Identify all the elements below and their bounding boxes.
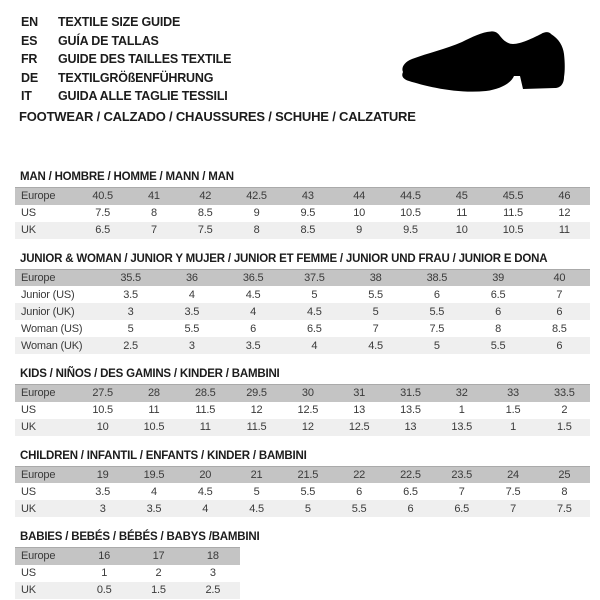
size-value-cell: 5.5 [468, 337, 529, 354]
size-value-cell: 11 [148, 404, 160, 416]
section-title: CHILDREN / INFANTIL / ENFANTS / KINDER / BAMBINI [20, 449, 307, 462]
size-value-cell: 7 [458, 485, 465, 498]
size-value-cell: 30 [282, 385, 333, 402]
size-value-cell: 11.5 [231, 419, 282, 436]
size-value-cell: 8 [231, 222, 282, 239]
size-value-cell: 1 [487, 419, 538, 436]
size-value-cell: 31 [333, 385, 384, 402]
size-value-cell: 9.5 [385, 222, 436, 239]
size-value-cell: 4.5 [231, 500, 282, 517]
size-value-cell: 5 [253, 485, 260, 498]
size-table-kids [15, 384, 590, 436]
size-value-cell: 11 [180, 419, 231, 436]
size-value-cell: 3 [161, 337, 222, 354]
row-label: US [21, 485, 36, 498]
size-value-cell: 13.5 [436, 419, 487, 436]
language-title: GUIDE DES TAILLES TEXTILE [58, 52, 232, 66]
size-value-cell: 2 [155, 567, 162, 579]
size-value-cell: 13 [385, 419, 436, 436]
size-value-cell: 13 [353, 404, 366, 416]
table-row [15, 222, 590, 239]
table-row [15, 269, 590, 286]
size-value-cell: 10.5 [128, 419, 179, 436]
size-value-cell: 8.5 [197, 207, 213, 219]
size-value-cell: 5 [345, 303, 406, 320]
size-value-cell: 29.5 [231, 385, 282, 402]
size-value-cell: 2.5 [100, 337, 161, 354]
row-label: Europe [15, 466, 77, 483]
size-value-cell: 21 [231, 466, 282, 483]
size-value-cell: 5 [406, 337, 467, 354]
table-row [15, 337, 590, 354]
size-table-children [15, 466, 590, 518]
table-row [15, 385, 590, 402]
size-value-cell: 40.5 [77, 188, 128, 205]
size-value-cell: 7.5 [180, 222, 231, 239]
section-kids [15, 368, 590, 436]
section-title: MAN / HOMBRE / HOMME / MANN / MAN [20, 171, 234, 183]
size-value-cell: 17 [131, 548, 185, 565]
table-row [15, 303, 590, 320]
language-code: DE [21, 70, 38, 85]
size-value-cell: 5 [127, 322, 134, 335]
size-value-cell: 10.5 [487, 222, 538, 239]
size-value-cell: 40 [529, 269, 590, 286]
size-value-cell: 3.5 [95, 485, 110, 498]
row-label: US [21, 567, 36, 579]
size-value-cell: 4.5 [345, 337, 406, 354]
size-value-cell: 6.5 [490, 288, 506, 301]
size-value-cell: 5.5 [184, 322, 200, 335]
size-value-cell: 38 [345, 269, 406, 286]
size-value-cell: 5.5 [333, 500, 384, 517]
size-value-cell: 4 [223, 303, 284, 320]
table-row [15, 402, 590, 419]
size-value-cell: 28 [128, 385, 179, 402]
size-value-cell: 6 [529, 303, 590, 320]
row-label: Europe [15, 269, 100, 286]
section-title: BABIES / BEBÉS / BÉBÉS / BABYS /BAMBINI [20, 531, 260, 543]
size-value-cell: 7.5 [95, 207, 110, 219]
size-value-cell: 9 [253, 207, 260, 219]
table-row [15, 582, 240, 599]
language-row [21, 87, 231, 106]
size-value-cell: 6.5 [307, 322, 322, 335]
size-value-cell: 35.5 [100, 269, 161, 286]
size-value-cell: 25 [539, 466, 590, 483]
table-row [15, 188, 590, 205]
size-value-cell: 8.5 [552, 322, 567, 335]
language-title: TEXTILE SIZE GUIDE [58, 15, 181, 29]
size-value-cell: 6 [468, 303, 529, 320]
section-man [15, 171, 590, 239]
size-value-cell: 12 [558, 207, 571, 219]
size-value-cell: 19 [77, 466, 128, 483]
section-title: KIDS / NIÑOS / DES GAMINS / KINDER / BAMBINI [20, 368, 280, 380]
size-value-cell: 6 [356, 485, 363, 498]
size-value-cell: 8 [150, 207, 157, 219]
language-row [21, 69, 231, 88]
size-value-cell: 3 [100, 303, 161, 320]
language-list [21, 13, 231, 106]
size-value-cell: 12 [250, 404, 263, 416]
table-row [15, 500, 590, 517]
row-label: Europe [15, 548, 77, 565]
size-value-cell: 20 [180, 466, 231, 483]
size-value-cell: 38.5 [406, 269, 467, 286]
row-label: Junior (UK) [15, 303, 100, 320]
size-value-cell: 12 [282, 419, 333, 436]
size-value-cell: 22 [333, 466, 384, 483]
size-value-cell: 3.5 [128, 500, 179, 517]
size-value-cell: 3 [209, 567, 216, 579]
row-label: US [21, 207, 36, 219]
section-babies [15, 531, 590, 599]
size-value-cell: 7.5 [539, 500, 590, 517]
size-value-cell: 1 [458, 404, 465, 416]
size-value-cell: 7 [487, 500, 538, 517]
size-value-cell: 11.5 [195, 404, 216, 416]
size-value-cell: 8 [495, 322, 502, 335]
size-table-junior-woman [15, 269, 590, 355]
size-value-cell: 3.5 [161, 303, 222, 320]
category-line: FOOTWEAR / CALZADO / CHAUSSURES / SCHUHE / CALZATURE [19, 109, 416, 124]
language-row [21, 13, 231, 32]
language-row [21, 32, 231, 51]
size-value-cell: 44 [333, 188, 384, 205]
size-value-cell: 13.5 [400, 404, 421, 416]
size-value-cell: 3.5 [223, 337, 284, 354]
size-value-cell: 7.5 [505, 485, 521, 498]
size-value-cell: 4.5 [284, 303, 345, 320]
language-title: TEXTILGRÖßENFÜHRUNG [58, 70, 214, 85]
size-value-cell: 4.5 [197, 485, 213, 498]
size-value-cell: 46 [539, 188, 590, 205]
size-value-cell: 5 [311, 288, 318, 301]
size-value-cell: 10.5 [92, 404, 113, 416]
size-value-cell: 24 [487, 466, 538, 483]
row-label: Europe [15, 188, 77, 205]
size-value-cell: 10 [77, 419, 128, 436]
size-value-cell: 44.5 [385, 188, 436, 205]
size-value-cell: 4.5 [245, 288, 261, 301]
size-value-cell: 10 [353, 207, 366, 219]
size-value-cell: 10.5 [400, 207, 421, 219]
language-code: EN [21, 15, 38, 29]
size-value-cell: 42 [180, 188, 231, 205]
size-value-cell: 21.5 [282, 466, 333, 483]
size-value-cell: 6 [433, 288, 440, 301]
size-value-cell: 10 [436, 222, 487, 239]
language-code: FR [21, 52, 38, 66]
size-value-cell: 5.5 [300, 485, 316, 498]
size-value-cell: 7.5 [429, 322, 445, 335]
size-value-cell: 37.5 [284, 269, 345, 286]
size-value-cell: 11.5 [503, 207, 523, 219]
size-tables-area [15, 171, 590, 600]
size-value-cell: 36.5 [223, 269, 284, 286]
row-label: UK [15, 222, 77, 239]
size-value-cell: 7 [556, 288, 563, 301]
language-title: GUÍA DE TALLAS [58, 33, 159, 48]
language-title: GUIDA ALLE TAGLIE TESSILI [58, 89, 228, 103]
size-value-cell: 7 [372, 322, 379, 335]
size-value-cell: 22.5 [385, 466, 436, 483]
table-row [15, 205, 590, 222]
language-code: ES [21, 33, 38, 48]
size-value-cell: 31.5 [385, 385, 436, 402]
size-value-cell: 3 [77, 500, 128, 517]
size-value-cell: 9.5 [300, 207, 316, 219]
size-table-man [15, 187, 590, 239]
size-value-cell: 5 [282, 500, 333, 517]
row-label: Woman (UK) [15, 337, 100, 354]
size-value-cell: 4 [284, 337, 345, 354]
size-value-cell: 32 [436, 385, 487, 402]
size-value-cell: 43 [282, 188, 333, 205]
size-value-cell: 19.5 [128, 466, 179, 483]
size-value-cell: 6.5 [436, 500, 487, 517]
size-value-cell: 7 [128, 222, 179, 239]
row-label: Europe [15, 385, 77, 402]
size-value-cell: 6.5 [77, 222, 128, 239]
section-title: JUNIOR & WOMAN / JUNIOR Y MUJER / JUNIOR ET FEMME / JUNIOR UND FRAU / JUNIOR E DONA [20, 252, 548, 265]
size-value-cell: 8 [561, 485, 568, 498]
size-value-cell: 3.5 [123, 288, 138, 301]
section-children [15, 450, 590, 518]
size-value-cell: 12.5 [333, 419, 384, 436]
row-label: UK [15, 419, 77, 436]
size-value-cell: 16 [77, 548, 131, 565]
size-value-cell: 1.5 [539, 419, 590, 436]
table-row [15, 466, 590, 483]
size-value-cell: 11 [456, 207, 468, 219]
table-row [15, 548, 240, 565]
size-value-cell: 0.5 [77, 582, 131, 599]
size-value-cell: 9 [333, 222, 384, 239]
size-value-cell: 1 [101, 567, 108, 579]
size-value-cell: 2.5 [186, 582, 240, 599]
size-value-cell: 4 [180, 500, 231, 517]
size-value-cell: 2 [561, 404, 568, 416]
size-value-cell: 5.5 [368, 288, 383, 301]
size-value-cell: 11 [539, 222, 590, 239]
size-value-cell: 1.5 [505, 404, 521, 416]
row-label: Woman (US) [21, 322, 83, 335]
size-value-cell: 39 [468, 269, 529, 286]
size-value-cell: 45.5 [487, 188, 538, 205]
size-value-cell: 8.5 [282, 222, 333, 239]
size-value-cell: 41 [128, 188, 179, 205]
language-code: IT [21, 89, 32, 103]
size-value-cell: 6 [250, 322, 257, 335]
size-value-cell: 4 [150, 485, 157, 498]
size-value-cell: 12.5 [297, 404, 319, 416]
size-value-cell: 1.5 [131, 582, 185, 599]
size-table-babies [15, 547, 240, 599]
size-value-cell: 4 [188, 288, 195, 301]
size-value-cell: 36 [161, 269, 222, 286]
size-value-cell: 23.5 [436, 466, 487, 483]
table-row [15, 419, 590, 436]
size-value-cell: 18 [186, 548, 240, 565]
size-value-cell: 5.5 [406, 303, 467, 320]
section-junior-woman [15, 253, 590, 355]
row-label: US [21, 404, 36, 416]
table-row [15, 286, 590, 303]
size-value-cell: 6.5 [403, 485, 418, 498]
row-label: UK [15, 500, 77, 517]
language-row [21, 50, 231, 69]
size-value-cell: 33.5 [539, 385, 590, 402]
row-label: UK [15, 582, 77, 599]
size-value-cell: 28.5 [180, 385, 231, 402]
table-row [15, 565, 240, 582]
table-row [15, 320, 590, 337]
size-value-cell: 27.5 [77, 385, 128, 402]
size-value-cell: 42.5 [231, 188, 282, 205]
dress-shoe-icon [400, 31, 572, 95]
size-value-cell: 6 [529, 337, 590, 354]
size-value-cell: 6 [385, 500, 436, 517]
size-value-cell: 33 [487, 385, 538, 402]
row-label: Junior (US) [21, 288, 75, 301]
table-row [15, 483, 590, 500]
size-value-cell: 45 [436, 188, 487, 205]
